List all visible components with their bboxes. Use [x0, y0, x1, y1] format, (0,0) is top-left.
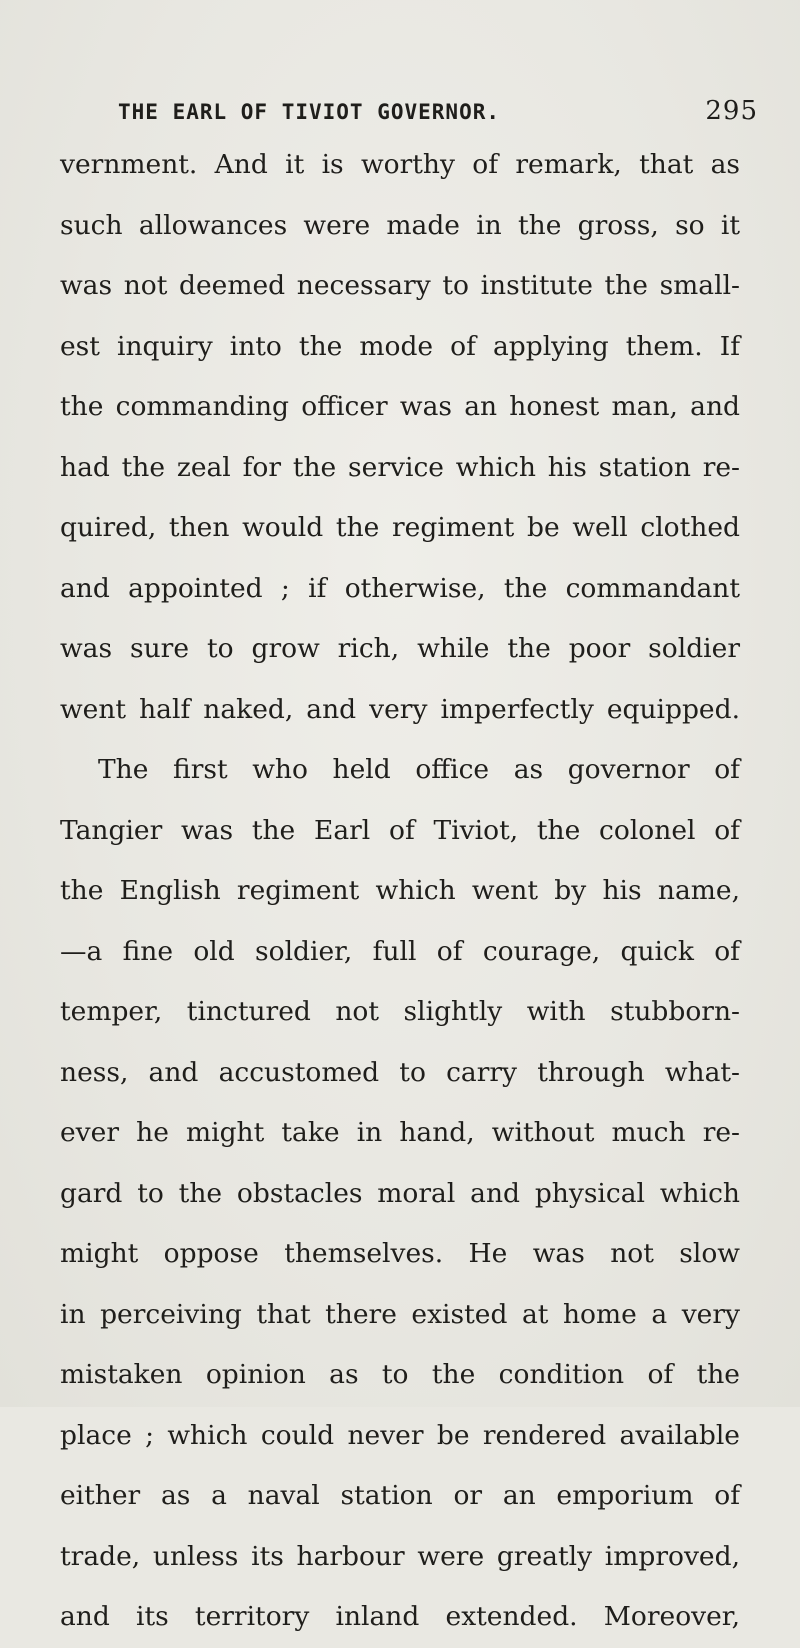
text-line: was sure to grow rich, while the poor soldier: [60, 633, 740, 664]
text-line: trade, unless its harbour were greatly improved,: [60, 1540, 740, 1572]
text-line: went half naked, and very imperfectly equipped.: [60, 693, 740, 725]
text-line: vernment. And it is worthy of remark, that as: [60, 149, 740, 180]
page-number: 295: [705, 96, 758, 126]
body-text: [60, 135, 740, 1648]
text-line: the commanding officer was an honest man, and: [60, 391, 740, 422]
text-line: —a fine old soldier, full of courage, quick of: [60, 935, 740, 967]
text-line: Tangier was the Earl of Tiviot, the colonel of: [60, 814, 740, 846]
text-line: est inquiry into the mode of applying them. If: [60, 330, 740, 362]
text-line: had the zeal for the service which his station re-: [60, 451, 740, 483]
text-line: ness, and accustomed to carry through what-: [60, 1056, 740, 1088]
text-line: mistaken opinion as to the condition of the: [60, 1359, 740, 1390]
text-line: either as a naval station or an emporium of: [60, 1480, 740, 1511]
running-title: THE EARL OF TIVIOT GOVERNOR.: [118, 100, 501, 124]
text-line: gard to the obstacles moral and physical which: [60, 1177, 740, 1209]
text-line: place ; which could never be rendered available: [60, 1419, 740, 1451]
text-line: ever he might take in hand, without much re-: [60, 1117, 740, 1148]
text-line: in perceiving that there existed at home a very: [60, 1298, 740, 1330]
running-head: [118, 96, 758, 126]
text-line: temper, tinctured not slightly with stubborn-: [60, 996, 740, 1027]
text-line: and its territory inland extended. Moreover,: [60, 1601, 740, 1632]
text-line-paragraph-start: The first who held office as governor of: [98, 754, 740, 785]
text-line: might oppose themselves. He was not slow: [60, 1238, 740, 1269]
text-line: was not deemed necessary to institute the small-: [60, 270, 740, 301]
text-line: the English regiment which went by his name,: [60, 875, 740, 906]
text-line: and appointed ; if otherwise, the commandant: [60, 572, 740, 604]
text-line: quired, then would the regiment be well clothed: [60, 512, 740, 543]
text-line: such allowances were made in the gross, so it: [60, 209, 740, 241]
